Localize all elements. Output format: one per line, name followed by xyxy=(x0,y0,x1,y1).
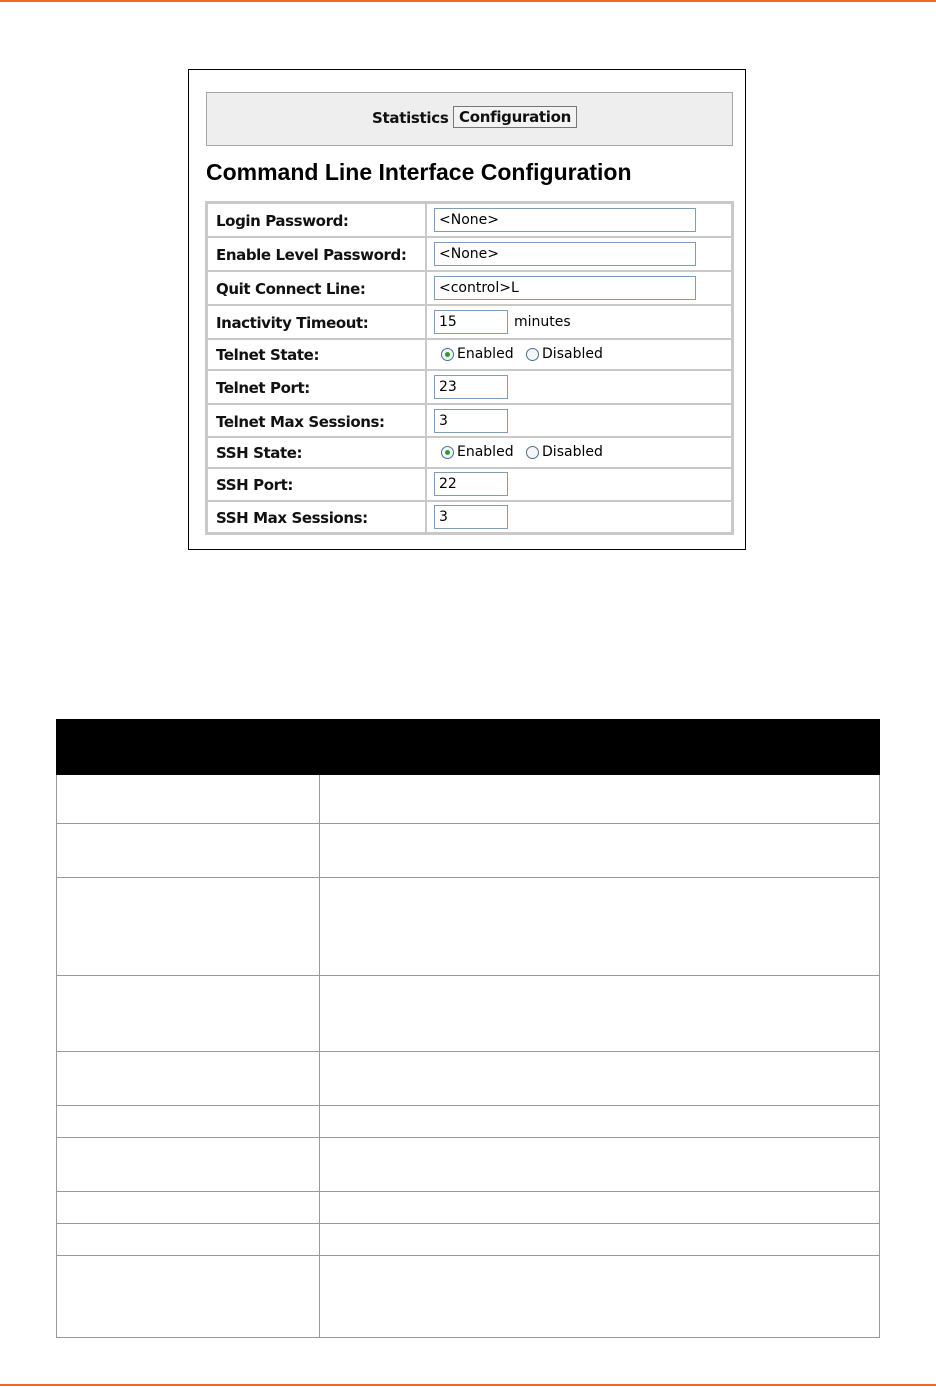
table-row xyxy=(57,824,880,878)
inactivity-unit: minutes xyxy=(514,314,571,330)
quit-connect-input[interactable]: <control>L xyxy=(434,276,696,300)
telnet-max-sessions-label: Telnet Max Sessions: xyxy=(216,413,385,431)
telnet-disabled-radio[interactable] xyxy=(526,348,539,361)
ssh-max-sessions-input[interactable]: 3 xyxy=(434,505,508,529)
ssh-state-label: SSH State: xyxy=(216,444,303,462)
telnet-disabled-label[interactable]: Disabled xyxy=(542,346,603,362)
table-row xyxy=(57,1224,880,1256)
table-row xyxy=(57,1106,880,1138)
row-telnet-port xyxy=(208,371,731,405)
header-cell-description xyxy=(320,720,880,775)
row-ssh-state xyxy=(208,438,731,469)
description-table xyxy=(56,719,880,1338)
table-row xyxy=(57,878,880,976)
ssh-port-input[interactable]: 22 xyxy=(434,472,508,496)
telnet-max-sessions-input[interactable]: 3 xyxy=(434,409,508,433)
row-enable-password xyxy=(208,238,731,272)
ssh-enabled-radio[interactable] xyxy=(441,446,454,459)
enable-password-input[interactable]: <None> xyxy=(434,242,696,266)
top-accent-rule xyxy=(0,0,936,2)
table-row xyxy=(57,1192,880,1224)
table-row xyxy=(57,1052,880,1106)
row-ssh-port xyxy=(208,469,731,502)
config-table xyxy=(205,201,734,535)
ssh-disabled-label[interactable]: Disabled xyxy=(542,444,603,460)
tab-bar xyxy=(206,92,733,146)
telnet-state-radio-group xyxy=(441,346,611,362)
bottom-accent-rule xyxy=(0,1384,936,1386)
login-password-input[interactable]: <None> xyxy=(434,208,696,232)
login-password-label: Login Password: xyxy=(216,212,349,230)
ssh-disabled-radio[interactable] xyxy=(526,446,539,459)
page-title: Command Line Interface Configuration xyxy=(206,159,632,185)
telnet-state-label: Telnet State: xyxy=(216,346,320,364)
ssh-enabled-label[interactable]: Enabled xyxy=(457,444,514,460)
quit-connect-label: Quit Connect Line: xyxy=(216,280,366,298)
row-ssh-max-sessions xyxy=(208,502,731,532)
row-inactivity-timeout xyxy=(208,306,731,340)
enable-password-label: Enable Level Password: xyxy=(216,246,407,264)
ssh-port-label: SSH Port: xyxy=(216,476,293,494)
telnet-enabled-radio[interactable] xyxy=(441,348,454,361)
row-telnet-state xyxy=(208,340,731,371)
tab-configuration[interactable]: Configuration xyxy=(453,106,577,128)
table-row xyxy=(57,1256,880,1338)
description-table-header xyxy=(57,720,880,775)
table-row xyxy=(57,1138,880,1192)
telnet-enabled-label[interactable]: Enabled xyxy=(457,346,514,362)
ssh-state-radio-group xyxy=(441,444,611,460)
row-login-password xyxy=(208,204,731,238)
table-row xyxy=(57,976,880,1052)
tab-statistics[interactable]: Statistics xyxy=(372,109,449,127)
row-telnet-max-sessions xyxy=(208,405,731,438)
row-quit-connect xyxy=(208,272,731,306)
ssh-max-sessions-label: SSH Max Sessions: xyxy=(216,509,368,527)
telnet-port-label: Telnet Port: xyxy=(216,379,310,397)
header-cell-setting xyxy=(57,720,320,775)
telnet-port-input[interactable]: 23 xyxy=(434,375,508,399)
table-row xyxy=(57,775,880,824)
screenshot-frame xyxy=(188,69,746,550)
inactivity-timeout-input[interactable]: 15 xyxy=(434,310,508,334)
inactivity-timeout-label: Inactivity Timeout: xyxy=(216,314,369,332)
